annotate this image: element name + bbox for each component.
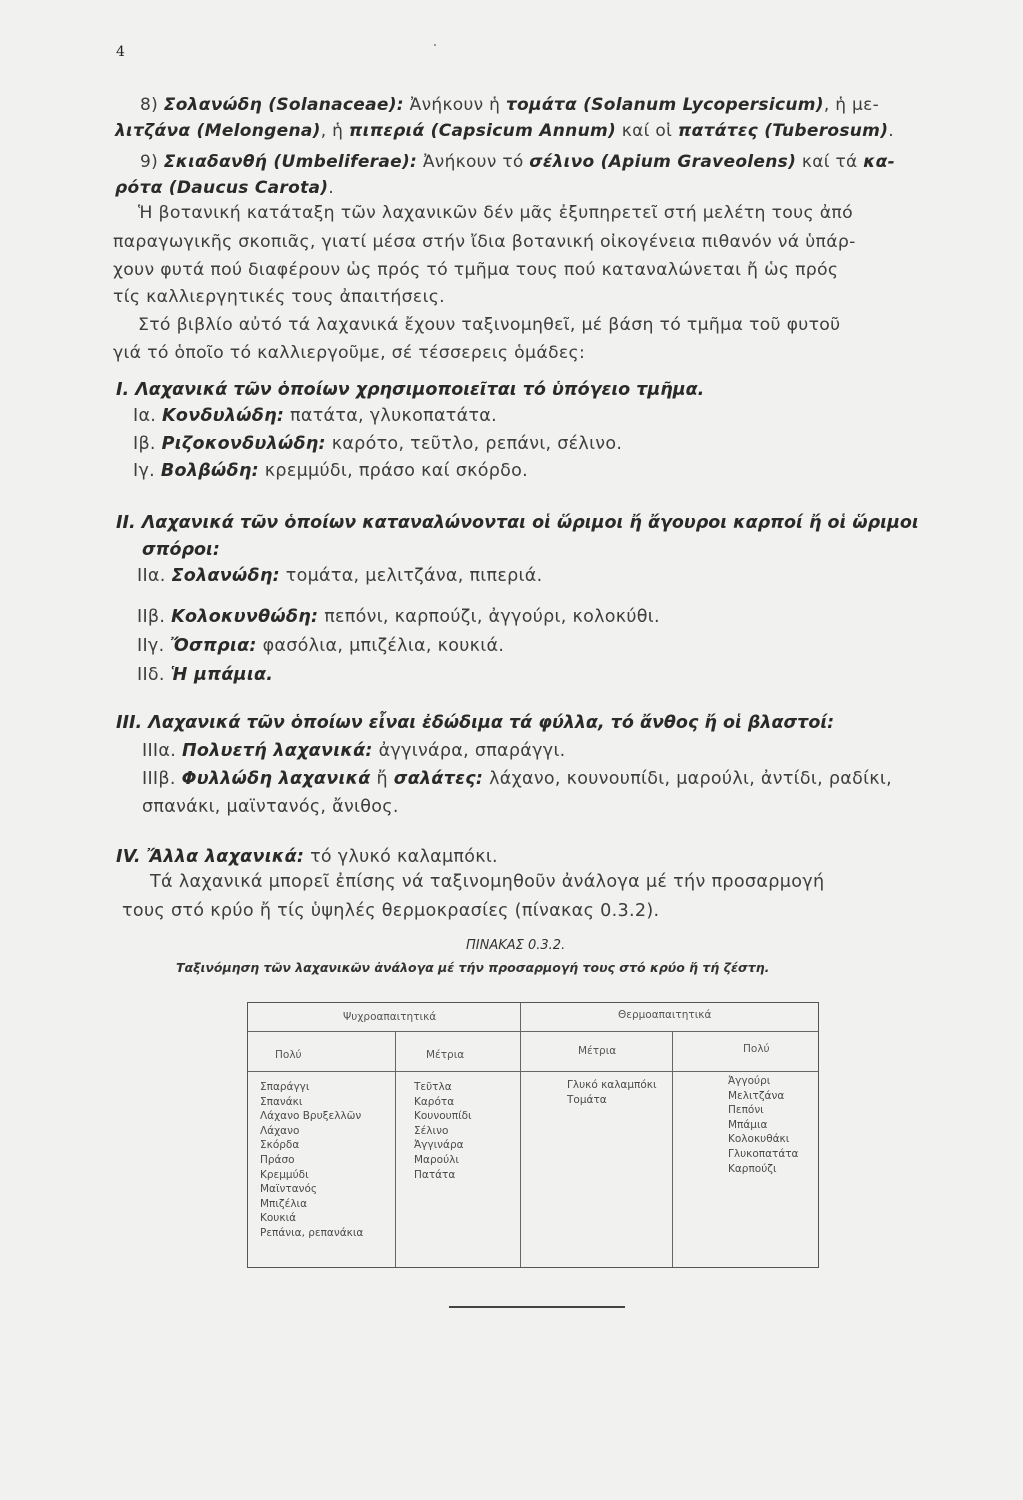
- term-potato: πατάτες (Tuberosum): [677, 121, 889, 141]
- table-cell: Πατάτα: [414, 1168, 456, 1181]
- term-umbeliferae: Σκιαδανθή (Umbeliferae):: [163, 152, 418, 172]
- para1-line-2: παραγωγικῆς σκοπιᾶς, γιατί μέσα στήν ἴδια βοτανική οἰκογένεια πιθανόν νά ὑπάρ-: [113, 232, 856, 252]
- table-cell: Μελιτζάνα: [728, 1089, 785, 1102]
- term-eggplant: λιτζάνα (Melongena): [115, 121, 321, 141]
- table-cell: Ἀγγινάρα: [414, 1139, 464, 1152]
- para1-line-1: Ἡ βοτανική κατάταξη τῶν λαχανικῶν δέν μᾶς ἐξυπηρετεῖ στή μελέτη τους ἀπό: [138, 203, 853, 223]
- table-cell: Λάχανο Βρυξελλῶν: [260, 1110, 362, 1123]
- para1-line-4: τίς καλλιεργητικές τους ἀπαιτήσεις.: [113, 287, 445, 307]
- para1-line-3: χουν φυτά πού διαφέρουν ὡς πρός τό τμῆμα τους πού καταναλώνεται ἤ ὡς πρός: [113, 260, 839, 280]
- group-2d: ΙΙδ. Ἡ μπάμια.: [137, 665, 274, 685]
- subheader-warm-moderate: Μέτρια: [578, 1045, 617, 1057]
- table-cell: Κολοκυθάκι: [728, 1133, 790, 1146]
- table-cell: Μαϊντανός: [260, 1183, 318, 1196]
- para2-line-1: Στό βιβλίο αὐτό τά λαχανικά ἔχουν ταξινομηθεῖ, μέ βάση τό τμῆμα τοῦ φυτοῦ: [138, 315, 841, 335]
- group-1c: Ιγ. Βολβώδη: κρεμμύδι, πράσο καί σκόρδο.: [133, 461, 528, 481]
- table-cell: Καρότα: [414, 1095, 455, 1108]
- term-pepper: πιπεριά (Capsicum Annum): [348, 121, 617, 141]
- term-tomato: τομάτα (Solanum Lycopersicum): [505, 95, 824, 115]
- table-cell: Σπανάκι: [260, 1095, 303, 1108]
- group-3-heading: ΙΙΙ. Λαχανικά τῶν ὁποίων εἶναι ἐδώδιμα τά φύλλα, τό ἄνθος ἤ οἱ βλαστοί:: [116, 713, 835, 733]
- table-cell: Λάχανο: [260, 1124, 300, 1137]
- table-cell: Σκόρδα: [260, 1139, 300, 1152]
- column-cold-very: [260, 1080, 363, 1241]
- header-warm: Θερμοαπαιτητικά: [618, 1009, 712, 1021]
- term-carrot: ρότα (Daucus Carota): [115, 178, 329, 198]
- table-cell: Μαρούλι: [414, 1153, 459, 1166]
- group-2b: ΙΙβ. Κολοκυνθώδη: πεπόνι, καρπούζι, ἀγγούρι, κολοκύθι.: [137, 607, 660, 627]
- column-cold-moderate: [414, 1080, 472, 1182]
- table-label: ΠΙΝΑΚΑΣ 0.3.2.: [466, 938, 566, 953]
- item-9-line-2: ρότα (Daucus Carota).: [115, 178, 335, 198]
- table-cell: Σπαράγγι: [260, 1081, 310, 1093]
- table-cell: Ἀγγούρι: [728, 1075, 771, 1087]
- vegetable-temperature-table: [247, 1002, 819, 1268]
- table-cell: Σέλινο: [414, 1124, 449, 1137]
- group-3a: ΙΙΙα. Πολυετή λαχανικά: ἀγγινάρα, σπαράγγι.: [142, 741, 566, 761]
- subheader-warm-very: Πολύ: [743, 1043, 770, 1055]
- group-2a: ΙΙα. Σολανώδη: τομάτα, μελιτζάνα, πιπεριά.: [137, 566, 543, 586]
- table-cell: Γλυκό καλαμπόκι: [567, 1079, 657, 1091]
- table-cell: Τεῦτλα: [414, 1081, 452, 1093]
- table-cell: Καρπούζι: [728, 1162, 777, 1175]
- subheader-cold-very: Πολύ: [275, 1049, 302, 1061]
- subheader-cold-moderate: Μέτρια: [426, 1049, 465, 1061]
- para2-line-2: γιά τό ὁποῖο τό καλλιεργοῦμε, σέ τέσσερεις ὁμάδες:: [113, 343, 586, 363]
- item-8-line-1: 8) Σολανώδη (Solanaceae): Ἀνήκουν ἡ τομάτα (Solanum Lycopersicum), ἡ με-: [140, 95, 880, 115]
- column-warm-very: [728, 1074, 798, 1176]
- group-1b: Ιβ. Ριζοκονδυλώδη: καρότο, τεῦτλο, ρεπάνι, σέλινο.: [133, 434, 623, 454]
- page-number: 4: [116, 44, 125, 60]
- table-cell: Πράσο: [260, 1153, 295, 1166]
- para3-line-2: τους στό κρύο ἤ τίς ὑψηλές θερμοκρασίες (πίνακας 0.3.2).: [122, 901, 660, 921]
- table-cell: Πεπόνι: [728, 1104, 764, 1117]
- item-8-line-2: λιτζάνα (Melongena), ἡ πιπεριά (Capsicum Annum) καί οἱ πατάτες (Tuberosum).: [115, 121, 894, 141]
- header-cold: Ψυχροαπαιτητικά: [343, 1011, 437, 1023]
- group-3b-cont: σπανάκι, μαϊντανός, ἄνιθος.: [142, 797, 399, 817]
- speck: [434, 44, 436, 46]
- term-celery: σέλινο (Apium Graveolens): [529, 152, 797, 172]
- table-cell: Μπιζέλια: [260, 1197, 308, 1210]
- footer-rule: [449, 1306, 625, 1308]
- item-9-line-1: 9) Σκιαδανθή (Umbeliferae): Ἀνήκουν τό σέλινο (Apium Graveolens) καί τά κα-: [140, 152, 895, 172]
- group-3b: ΙΙΙβ. Φυλλώδη λαχανικά ἤ σαλάτες: λάχανο, κουνουπίδι, μαρούλι, ἀντίδι, ραδίκι,: [142, 769, 893, 789]
- table-caption: Ταξινόμηση τῶν λαχανικῶν ἀνάλογα μέ τήν προσαρμογή τους στό κρύο ἤ τή ζέστη.: [176, 960, 770, 975]
- group-1-heading: Ι. Λαχανικά τῶν ὁποίων χρησιμοποιεῖται τό ὑπόγειο τμῆμα.: [116, 380, 705, 400]
- group-1a: Ια. Κονδυλώδη: πατάτα, γλυκοπατάτα.: [133, 406, 498, 426]
- para3-line-1: Τά λαχανικά μπορεῖ ἐπίσης νά ταξινομηθοῦν ἀνάλογα μέ τήν προσαρμογή: [150, 872, 825, 892]
- group-4: ΙV. Ἄλλα λαχανικά: τό γλυκό καλαμπόκι.: [116, 847, 498, 867]
- table-cell: Κουνουπίδι: [414, 1110, 472, 1123]
- table-cell: Κουκιά: [260, 1212, 297, 1225]
- table-cell: Ρεπάνια, ρεπανάκια: [260, 1226, 364, 1239]
- table-cell: Τομάτα: [567, 1093, 607, 1106]
- group-2c: ΙΙγ. Ὄσπρια: φασόλια, μπιζέλια, κουκιά.: [137, 636, 505, 656]
- group-2-heading-cont: σπόροι:: [142, 540, 220, 560]
- group-2-heading: ΙΙ. Λαχανικά τῶν ὁποίων καταναλώνονται οἱ ὥριμοι ἤ ἄγουροι καρποί ἤ οἱ ὥριμοι: [116, 513, 919, 533]
- table-cell: Γλυκοπατάτα: [728, 1147, 799, 1160]
- table-cell: Κρεμμύδι: [260, 1168, 309, 1181]
- column-warm-moderate: [567, 1078, 657, 1107]
- table-cell: Μπάμια: [728, 1118, 768, 1131]
- term-solanaceae: Σολανώδη (Solanaceae):: [163, 95, 404, 115]
